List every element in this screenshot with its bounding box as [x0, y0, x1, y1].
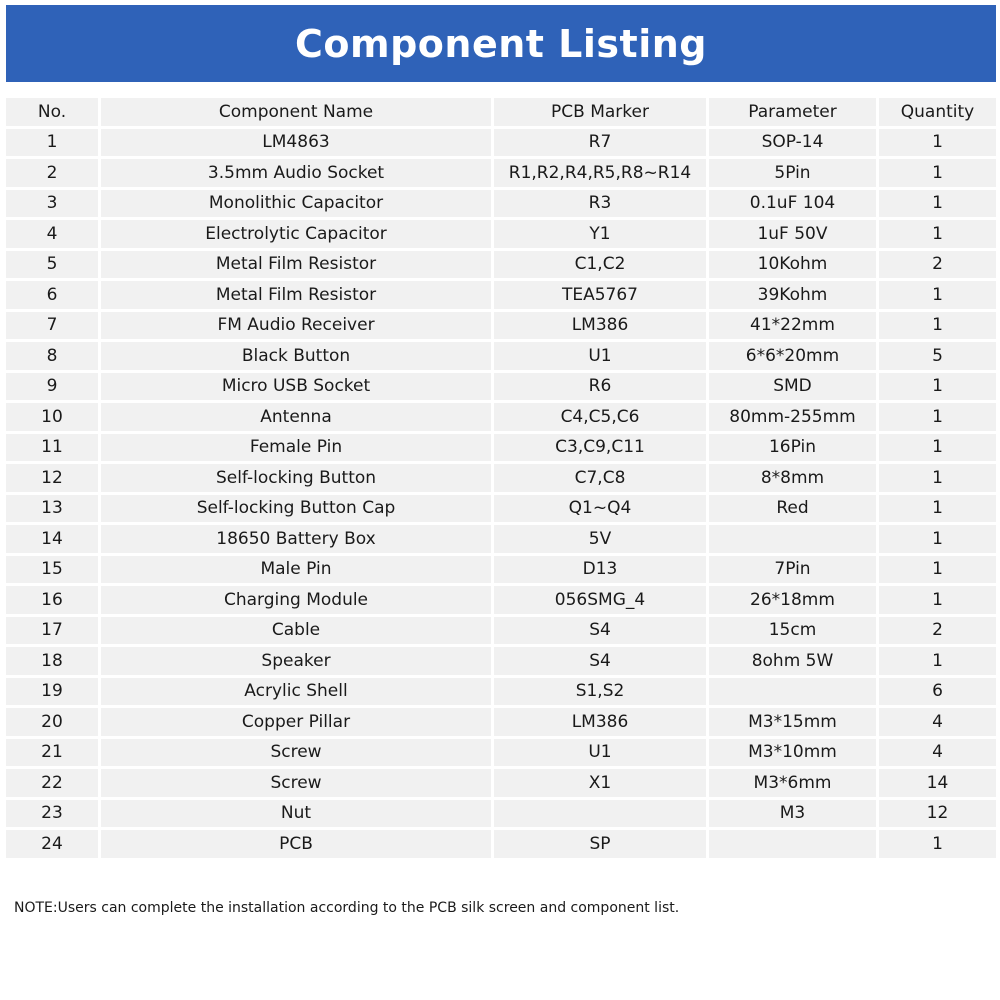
table-row: [6, 312, 996, 340]
cell-quantity: 1: [879, 403, 996, 431]
cell-parameter: 39Kohm: [709, 281, 876, 309]
cell-parameter: 26*18mm: [709, 586, 876, 614]
table-row: [6, 129, 996, 157]
table-row: [6, 769, 996, 797]
cell-pcb-marker: SP: [494, 830, 706, 858]
table-row: [6, 281, 996, 309]
cell-parameter: M3*10mm: [709, 739, 876, 767]
cell-no: 4: [6, 220, 98, 248]
component-table-wrap: [6, 95, 996, 861]
cell-quantity: 1: [879, 220, 996, 248]
table-row: [6, 556, 996, 584]
cell-parameter: 6*6*20mm: [709, 342, 876, 370]
cell-no: 3: [6, 190, 98, 218]
cell-parameter: 7Pin: [709, 556, 876, 584]
cell-no: 11: [6, 434, 98, 462]
cell-pcb-marker: C3,C9,C11: [494, 434, 706, 462]
cell-no: 19: [6, 678, 98, 706]
cell-pcb-marker: X1: [494, 769, 706, 797]
cell-component-name: Metal Film Resistor: [101, 281, 491, 309]
cell-quantity: 1: [879, 830, 996, 858]
page-title: Component Listing: [295, 21, 707, 66]
table-row: [6, 830, 996, 858]
cell-no: 14: [6, 525, 98, 553]
cell-component-name: FM Audio Receiver: [101, 312, 491, 340]
cell-quantity: 1: [879, 159, 996, 187]
table-row: [6, 800, 996, 828]
cell-quantity: 1: [879, 464, 996, 492]
table-header-row: [6, 98, 996, 126]
cell-component-name: Monolithic Capacitor: [101, 190, 491, 218]
cell-quantity: 5: [879, 342, 996, 370]
cell-component-name: Metal Film Resistor: [101, 251, 491, 279]
cell-quantity: 14: [879, 769, 996, 797]
cell-pcb-marker: TEA5767: [494, 281, 706, 309]
cell-quantity: 1: [879, 129, 996, 157]
cell-no: 1: [6, 129, 98, 157]
cell-quantity: 4: [879, 739, 996, 767]
cell-quantity: 1: [879, 281, 996, 309]
cell-pcb-marker: S4: [494, 617, 706, 645]
cell-no: 21: [6, 739, 98, 767]
cell-component-name: Acrylic Shell: [101, 678, 491, 706]
cell-no: 5: [6, 251, 98, 279]
cell-parameter: 15cm: [709, 617, 876, 645]
cell-no: 12: [6, 464, 98, 492]
cell-parameter: 80mm-255mm: [709, 403, 876, 431]
table-row: [6, 251, 996, 279]
table-row: [6, 403, 996, 431]
component-table: [3, 95, 999, 861]
cell-quantity: 1: [879, 647, 996, 675]
cell-no: 16: [6, 586, 98, 614]
cell-pcb-marker: S1,S2: [494, 678, 706, 706]
cell-pcb-marker: R1,R2,R4,R5,R8~R14: [494, 159, 706, 187]
cell-no: 8: [6, 342, 98, 370]
table-row: [6, 739, 996, 767]
cell-parameter: [709, 678, 876, 706]
cell-component-name: Screw: [101, 769, 491, 797]
cell-no: 2: [6, 159, 98, 187]
cell-parameter: SOP-14: [709, 129, 876, 157]
table-row: [6, 617, 996, 645]
header-component-name: Component Name: [101, 98, 491, 126]
cell-pcb-marker: D13: [494, 556, 706, 584]
cell-parameter: [709, 525, 876, 553]
table-row: [6, 190, 996, 218]
cell-parameter: 8ohm 5W: [709, 647, 876, 675]
cell-component-name: Speaker: [101, 647, 491, 675]
cell-no: 7: [6, 312, 98, 340]
cell-no: 13: [6, 495, 98, 523]
cell-quantity: 2: [879, 617, 996, 645]
cell-parameter: Red: [709, 495, 876, 523]
cell-component-name: Black Button: [101, 342, 491, 370]
table-row: [6, 586, 996, 614]
cell-quantity: 4: [879, 708, 996, 736]
cell-parameter: 8*8mm: [709, 464, 876, 492]
cell-pcb-marker: [494, 800, 706, 828]
cell-pcb-marker: S4: [494, 647, 706, 675]
cell-pcb-marker: C1,C2: [494, 251, 706, 279]
cell-no: 24: [6, 830, 98, 858]
cell-component-name: PCB: [101, 830, 491, 858]
cell-pcb-marker: R7: [494, 129, 706, 157]
cell-component-name: 3.5mm Audio Socket: [101, 159, 491, 187]
table-row: [6, 464, 996, 492]
cell-component-name: LM4863: [101, 129, 491, 157]
cell-component-name: Charging Module: [101, 586, 491, 614]
cell-quantity: 1: [879, 525, 996, 553]
cell-component-name: Self-locking Button: [101, 464, 491, 492]
cell-parameter: M3*15mm: [709, 708, 876, 736]
cell-component-name: Cable: [101, 617, 491, 645]
header-quantity: Quantity: [879, 98, 996, 126]
cell-no: 18: [6, 647, 98, 675]
cell-pcb-marker: U1: [494, 739, 706, 767]
cell-component-name: Micro USB Socket: [101, 373, 491, 401]
cell-parameter: M3*6mm: [709, 769, 876, 797]
cell-quantity: 2: [879, 251, 996, 279]
cell-quantity: 12: [879, 800, 996, 828]
cell-no: 10: [6, 403, 98, 431]
cell-parameter: 1uF 50V: [709, 220, 876, 248]
cell-no: 9: [6, 373, 98, 401]
cell-no: 15: [6, 556, 98, 584]
table-row: [6, 495, 996, 523]
table-row: [6, 525, 996, 553]
table-row: [6, 220, 996, 248]
cell-no: 6: [6, 281, 98, 309]
cell-parameter: 10Kohm: [709, 251, 876, 279]
cell-quantity: 1: [879, 434, 996, 462]
header-pcb-marker: PCB Marker: [494, 98, 706, 126]
table-row: [6, 434, 996, 462]
table-row: [6, 373, 996, 401]
cell-quantity: 1: [879, 312, 996, 340]
cell-quantity: 1: [879, 556, 996, 584]
cell-quantity: 1: [879, 495, 996, 523]
table-row: [6, 647, 996, 675]
table-body: [6, 129, 996, 858]
cell-component-name: Self-locking Button Cap: [101, 495, 491, 523]
cell-no: 22: [6, 769, 98, 797]
cell-pcb-marker: 5V: [494, 525, 706, 553]
cell-pcb-marker: U1: [494, 342, 706, 370]
cell-pcb-marker: R3: [494, 190, 706, 218]
cell-pcb-marker: R6: [494, 373, 706, 401]
cell-parameter: 16Pin: [709, 434, 876, 462]
cell-pcb-marker: LM386: [494, 312, 706, 340]
header-parameter: Parameter: [709, 98, 876, 126]
cell-no: 20: [6, 708, 98, 736]
cell-pcb-marker: Q1~Q4: [494, 495, 706, 523]
header-no: No.: [6, 98, 98, 126]
cell-component-name: Female Pin: [101, 434, 491, 462]
installation-note: NOTE:Users can complete the installation according to the PCB silk screen and component list.: [14, 900, 680, 916]
cell-parameter: 0.1uF 104: [709, 190, 876, 218]
cell-quantity: 1: [879, 586, 996, 614]
cell-parameter: [709, 830, 876, 858]
cell-component-name: Copper Pillar: [101, 708, 491, 736]
cell-parameter: M3: [709, 800, 876, 828]
cell-component-name: Antenna: [101, 403, 491, 431]
cell-parameter: 41*22mm: [709, 312, 876, 340]
title-banner: [6, 5, 996, 82]
cell-no: 23: [6, 800, 98, 828]
cell-parameter: SMD: [709, 373, 876, 401]
cell-quantity: 6: [879, 678, 996, 706]
cell-quantity: 1: [879, 190, 996, 218]
cell-component-name: Nut: [101, 800, 491, 828]
cell-component-name: Screw: [101, 739, 491, 767]
table-row: [6, 159, 996, 187]
cell-component-name: 18650 Battery Box: [101, 525, 491, 553]
cell-quantity: 1: [879, 373, 996, 401]
cell-parameter: 5Pin: [709, 159, 876, 187]
cell-pcb-marker: 056SMG_4: [494, 586, 706, 614]
cell-no: 17: [6, 617, 98, 645]
cell-component-name: Male Pin: [101, 556, 491, 584]
cell-component-name: Electrolytic Capacitor: [101, 220, 491, 248]
cell-pcb-marker: C4,C5,C6: [494, 403, 706, 431]
table-row: [6, 342, 996, 370]
cell-pcb-marker: Y1: [494, 220, 706, 248]
table-row: [6, 708, 996, 736]
table-row: [6, 678, 996, 706]
cell-pcb-marker: LM386: [494, 708, 706, 736]
cell-pcb-marker: C7,C8: [494, 464, 706, 492]
